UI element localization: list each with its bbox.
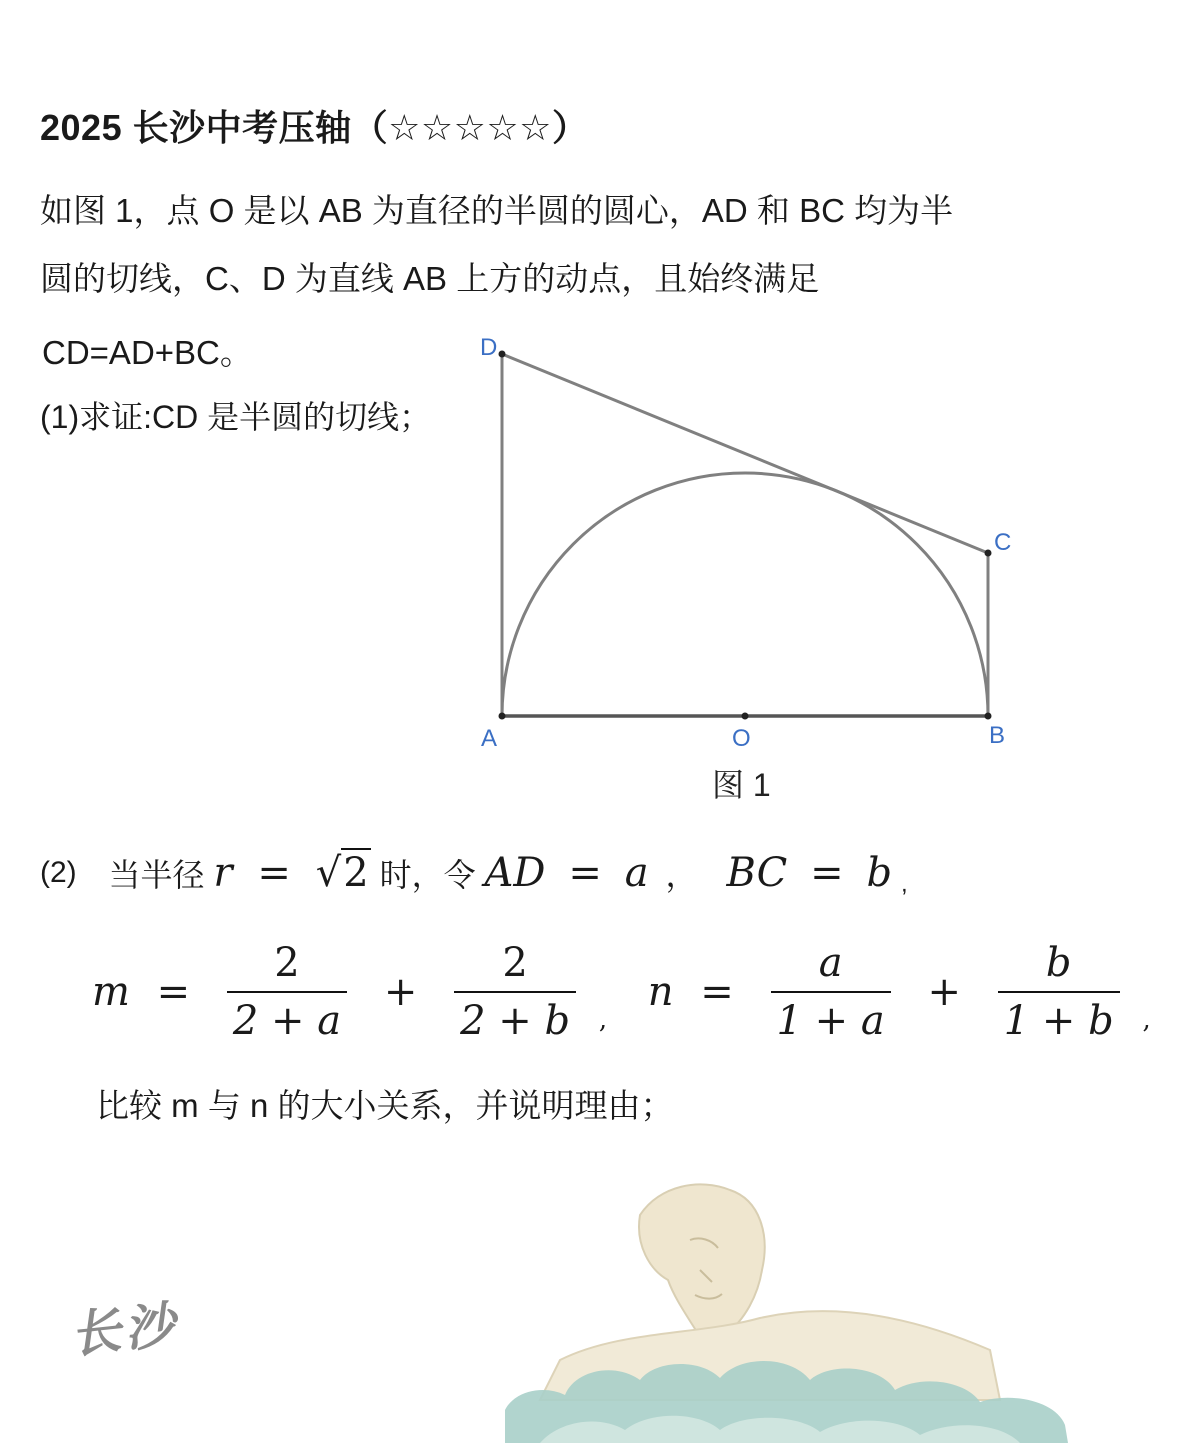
var-r: r [213,850,233,896]
label-d: D [480,334,498,361]
fraction-1-numerator: 2 [227,935,347,993]
label-a: A [481,725,498,752]
var-b: b [866,850,893,896]
calligraphy-watermark: 长沙 [67,1294,182,1365]
question-2-instruction: 比较 m 与 n 的大小关系，并说明理由； [96,1087,674,1124]
question-1: (1)求证:CD 是半圆的切线； [40,399,432,435]
problem-text-line-3: CD=AD+BC。 [42,334,253,371]
fraction-2-denominator: 2 + b [460,998,571,1044]
separator-comma: ， [665,857,698,893]
var-m: m [92,969,130,1015]
equals-sign-m: = [156,969,191,1015]
label-b: B [989,722,1006,749]
var-a: a [624,850,649,896]
comma-after-n: , [1142,1005,1151,1035]
fraction-4-denominator: 1 + b [1003,998,1114,1044]
comma-after-m: , [598,1005,608,1035]
label-o: O [732,725,751,752]
q2-text-a: 当半径 [108,857,205,893]
plus-sign-2: + [927,969,961,1015]
question-2-label: (2) [40,856,77,889]
equals-sign-3: = [810,850,844,896]
var-bc: BC [726,850,788,896]
equals-sign-2: = [568,850,602,896]
equals-sign: = [257,850,291,896]
fraction-1-denominator: 2 + a [232,998,342,1044]
fraction-4-numerator: b [998,935,1120,993]
var-ad: AD [484,850,546,896]
problem-text-line-1: 如图 1，点 O 是以 AB 为直径的半圆的圆心，AD 和 BC 均为半 [40,192,954,229]
plus-sign-1: + [383,969,418,1015]
equals-sign-n: = [700,969,734,1015]
label-c: C [994,529,1012,556]
fraction-2-numerator: 2 [454,935,576,993]
q2-text-b: 时，令 [379,857,476,893]
problem-title: 2025 长沙中考压轴（☆☆☆☆☆） [40,107,589,148]
sqrt-sign-icon: √ [315,850,342,896]
fraction-3-denominator: 1 + a [776,998,885,1044]
fraction-3-numerator: a [771,935,891,993]
sqrt-argument: 2 [343,850,369,896]
var-n: n [647,969,674,1015]
figure-caption: 图 1 [712,767,771,803]
problem-text-line-2: 圆的切线，C、D 为直线 AB 上方的动点，且始终满足 [40,260,820,297]
trailing-comma: , [901,870,908,898]
